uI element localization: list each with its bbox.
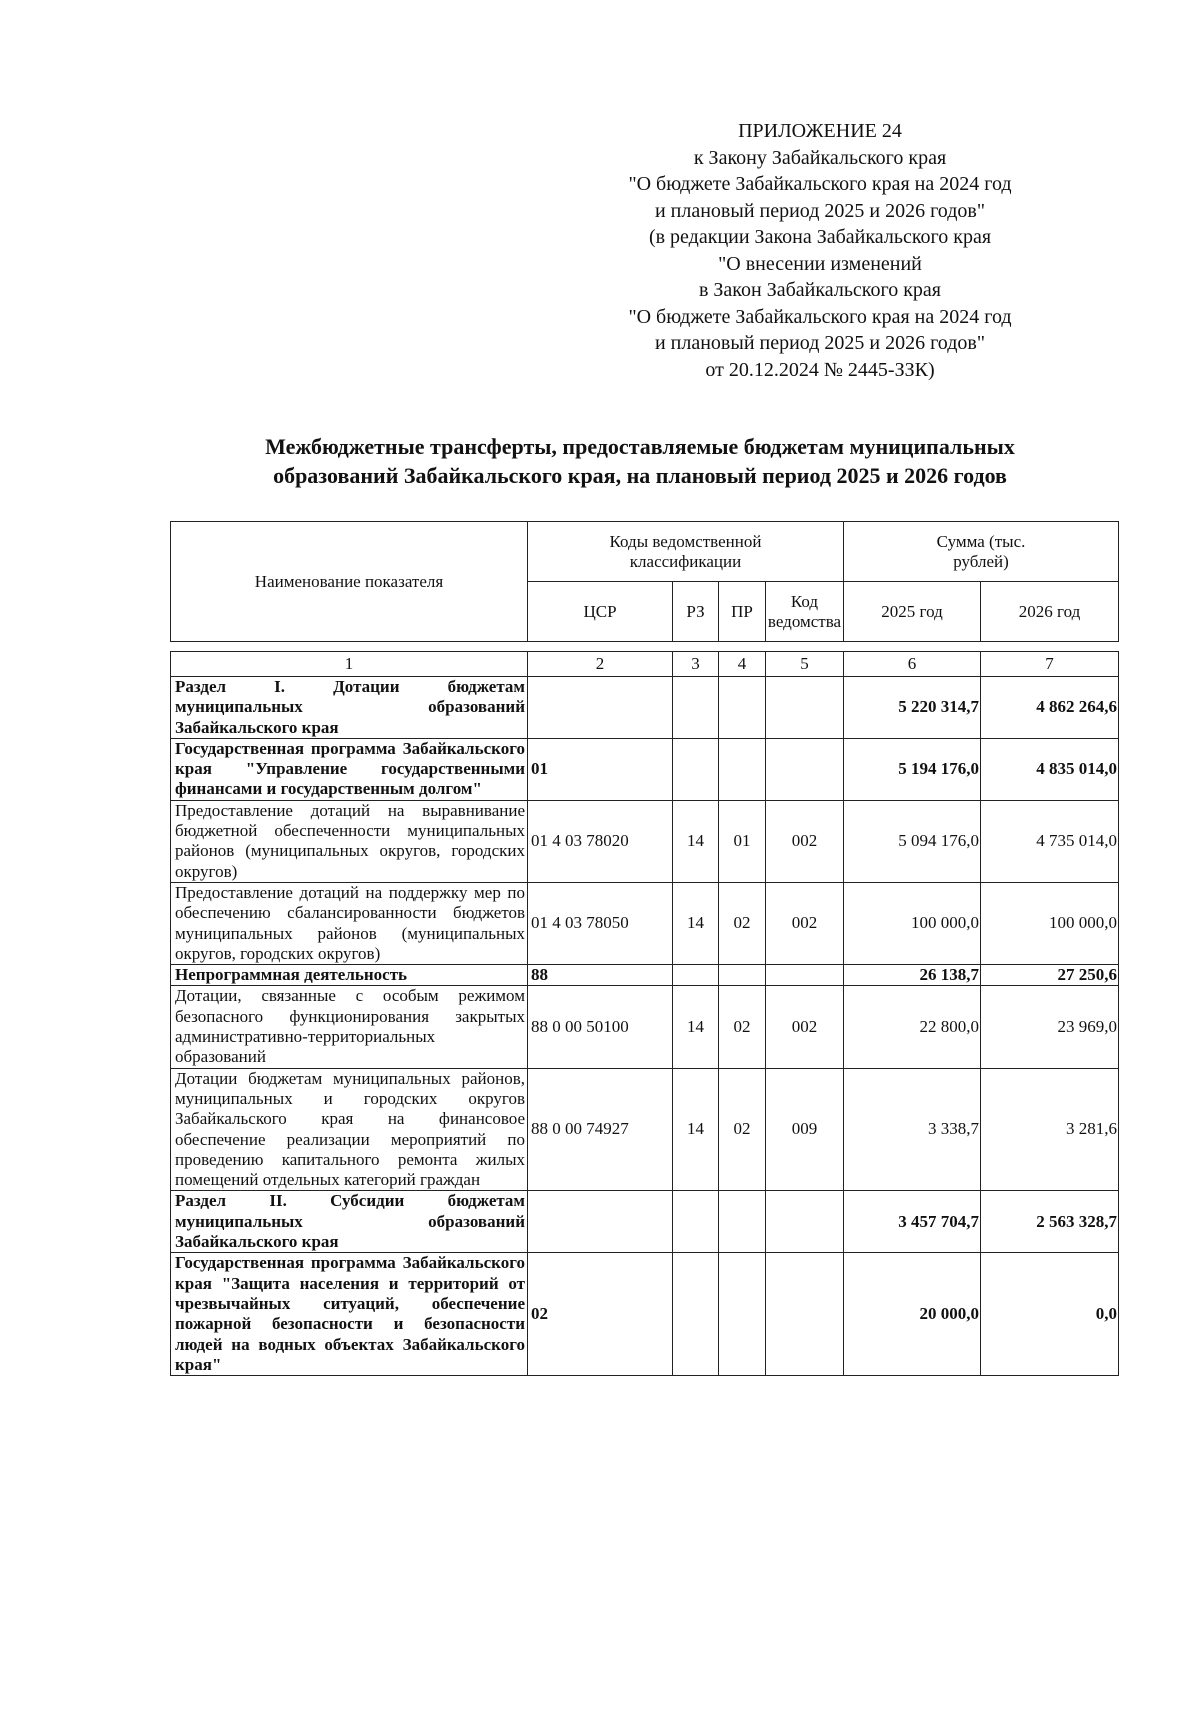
- cell-dept: [766, 677, 844, 739]
- cell-rz: 14: [673, 1068, 719, 1191]
- cell-dept: [766, 738, 844, 800]
- cell-2026: 4 862 264,6: [981, 677, 1119, 739]
- cell-rz: [673, 738, 719, 800]
- appendix-line: "О внесении изменений: [718, 252, 922, 275]
- index-cell: 3: [673, 652, 719, 677]
- title-line: Межбюджетные трансферты, предоставляемые бюджетам муниципальных: [265, 434, 1015, 459]
- cell-2026: 2 563 328,7: [981, 1191, 1119, 1253]
- table-row: [171, 1253, 1119, 1376]
- table-row: [171, 677, 1119, 739]
- cell-rz: [673, 1191, 719, 1253]
- table-row: [171, 800, 1119, 882]
- cell-2025: 26 138,7: [844, 965, 981, 986]
- index-cell: 4: [719, 652, 766, 677]
- appendix-line: в Закон Забайкальского края: [698, 279, 942, 301]
- cell-rz: [673, 1253, 719, 1376]
- header-sum-group: Сумма (тыс. рублей): [844, 522, 1119, 582]
- cell-csr: 88: [528, 965, 673, 986]
- column-index-row: [171, 652, 1119, 677]
- header-rz: РЗ: [673, 582, 719, 642]
- cell-dept: 009: [766, 1068, 844, 1191]
- cell-2026: 23 969,0: [981, 986, 1119, 1068]
- cell-2026: 4 735 014,0: [981, 800, 1119, 882]
- appendix-line: (в редакции Закона Забайкальского края: [648, 226, 992, 248]
- appendix-line: от 20.12.2024 № 2445-ЗЗК): [705, 358, 935, 381]
- index-cell: 6: [844, 652, 981, 677]
- cell-2025: 22 800,0: [844, 986, 981, 1068]
- cell-2025: 100 000,0: [844, 882, 981, 964]
- appendix-header: [560, 118, 1080, 383]
- table-row: [171, 1191, 1119, 1253]
- header-codes-group: Коды ведомственной классификации: [528, 522, 844, 582]
- cell-pr: 02: [719, 1068, 766, 1191]
- table-row: [171, 882, 1119, 964]
- cell-csr: 02: [528, 1253, 673, 1376]
- cell-csr: [528, 1191, 673, 1253]
- cell-csr: 88 0 00 74927: [528, 1068, 673, 1191]
- appendix-line: "О бюджете Забайкальского края на 2024 год: [628, 173, 1012, 195]
- cell-2026: 100 000,0: [981, 882, 1119, 964]
- cell-2025: 5 194 176,0: [844, 738, 981, 800]
- table-row: [171, 986, 1119, 1068]
- table-row: [171, 1068, 1119, 1191]
- cell-2025: 3 457 704,7: [844, 1191, 981, 1253]
- cell-dept: [766, 1191, 844, 1253]
- table-row: [171, 965, 1119, 986]
- appendix-line: "О бюджете Забайкальского края на 2024 год: [628, 305, 1012, 328]
- cell-2026: 0,0: [981, 1253, 1119, 1376]
- index-cell: 2: [528, 652, 673, 677]
- table-row: [171, 738, 1119, 800]
- table-header: [170, 521, 1119, 642]
- cell-2025: 20 000,0: [844, 1253, 981, 1376]
- cell-dept: 002: [766, 882, 844, 964]
- index-cell: 5: [766, 652, 844, 677]
- cell-name: Предоставление дотаций на выравнивание бюджетной обеспеченности муниципальных районов (муниципальных округов, городских округов): [171, 800, 528, 882]
- appendix-line: и плановый период 2025 и 2026 годов": [654, 199, 986, 222]
- cell-pr: 02: [719, 986, 766, 1068]
- cell-rz: 14: [673, 986, 719, 1068]
- cell-2025: 5 094 176,0: [844, 800, 981, 882]
- cell-csr: 01: [528, 738, 673, 800]
- cell-dept: [766, 1253, 844, 1376]
- cell-name: Раздел I. Дотации бюджетам муниципальных образований Забайкальского края: [171, 677, 528, 739]
- header-name: Наименование показателя: [171, 522, 528, 642]
- cell-2025: 5 220 314,7: [844, 677, 981, 739]
- cell-csr: 01 4 03 78050: [528, 882, 673, 964]
- cell-rz: [673, 677, 719, 739]
- cell-2025: 3 338,7: [844, 1068, 981, 1191]
- cell-dept: [766, 965, 844, 986]
- cell-pr: 01: [719, 800, 766, 882]
- cell-2026: 4 835 014,0: [981, 738, 1119, 800]
- appendix-line: к Закону Забайкальского края: [693, 146, 947, 169]
- cell-name: Предоставление дотаций на поддержку мер по обеспечению сбалансированности бюджетов муниципальных районов (муниципальных округов, городских округов): [171, 882, 528, 964]
- cell-name: Дотации бюджетам муниципальных районов, муниципальных и городских округов Забайкальского края на финансовое обеспечение реализации мероприятий по проведению капитального ремонта жилых помещений отдельных категорий граждан: [171, 1068, 528, 1191]
- cell-pr: [719, 677, 766, 739]
- data-table: [170, 651, 1119, 1376]
- cell-pr: [719, 1191, 766, 1253]
- title-line: образований Забайкальского края, на плановый период 2025 и 2026 годов: [273, 463, 1007, 488]
- cell-csr: [528, 677, 673, 739]
- index-cell: 1: [171, 652, 528, 677]
- cell-pr: 02: [719, 882, 766, 964]
- cell-dept: 002: [766, 800, 844, 882]
- appendix-line: ПРИЛОЖЕНИЕ 24: [738, 120, 902, 142]
- header-2026: 2026 год: [981, 582, 1119, 642]
- cell-name: Государственная программа Забайкальского края "Защита населения и территорий от чрезвычайных ситуаций, обеспечение пожарной безопасности и безопасности людей на водных объектах Забайкальского края": [171, 1253, 528, 1376]
- appendix-line: и плановый период 2025 и 2026 годов": [654, 332, 986, 354]
- index-cell: 7: [981, 652, 1119, 677]
- header-pr: ПР: [719, 582, 766, 642]
- cell-rz: [673, 965, 719, 986]
- cell-rz: 14: [673, 882, 719, 964]
- cell-csr: 88 0 00 50100: [528, 986, 673, 1068]
- cell-name: Непрограммная деятельность: [171, 965, 528, 986]
- cell-rz: 14: [673, 800, 719, 882]
- header-csr: ЦСР: [528, 582, 673, 642]
- cell-2026: 27 250,6: [981, 965, 1119, 986]
- cell-name: Государственная программа Забайкальского края "Управление государственными финансами и государственным долгом": [171, 738, 528, 800]
- cell-name: Раздел II. Субсидии бюджетам муниципальных образований Забайкальского края: [171, 1191, 528, 1253]
- cell-csr: 01 4 03 78020: [528, 800, 673, 882]
- header-2025: 2025 год: [844, 582, 981, 642]
- document-title: [160, 432, 1120, 490]
- cell-pr: [719, 738, 766, 800]
- cell-name: Дотации, связанные с особым режимом безопасного функционирования закрытых административно-территориальных образований: [171, 986, 528, 1068]
- header-dept: Код ведомства: [766, 582, 844, 642]
- cell-dept: 002: [766, 986, 844, 1068]
- cell-pr: [719, 1253, 766, 1376]
- cell-2026: 3 281,6: [981, 1068, 1119, 1191]
- cell-pr: [719, 965, 766, 986]
